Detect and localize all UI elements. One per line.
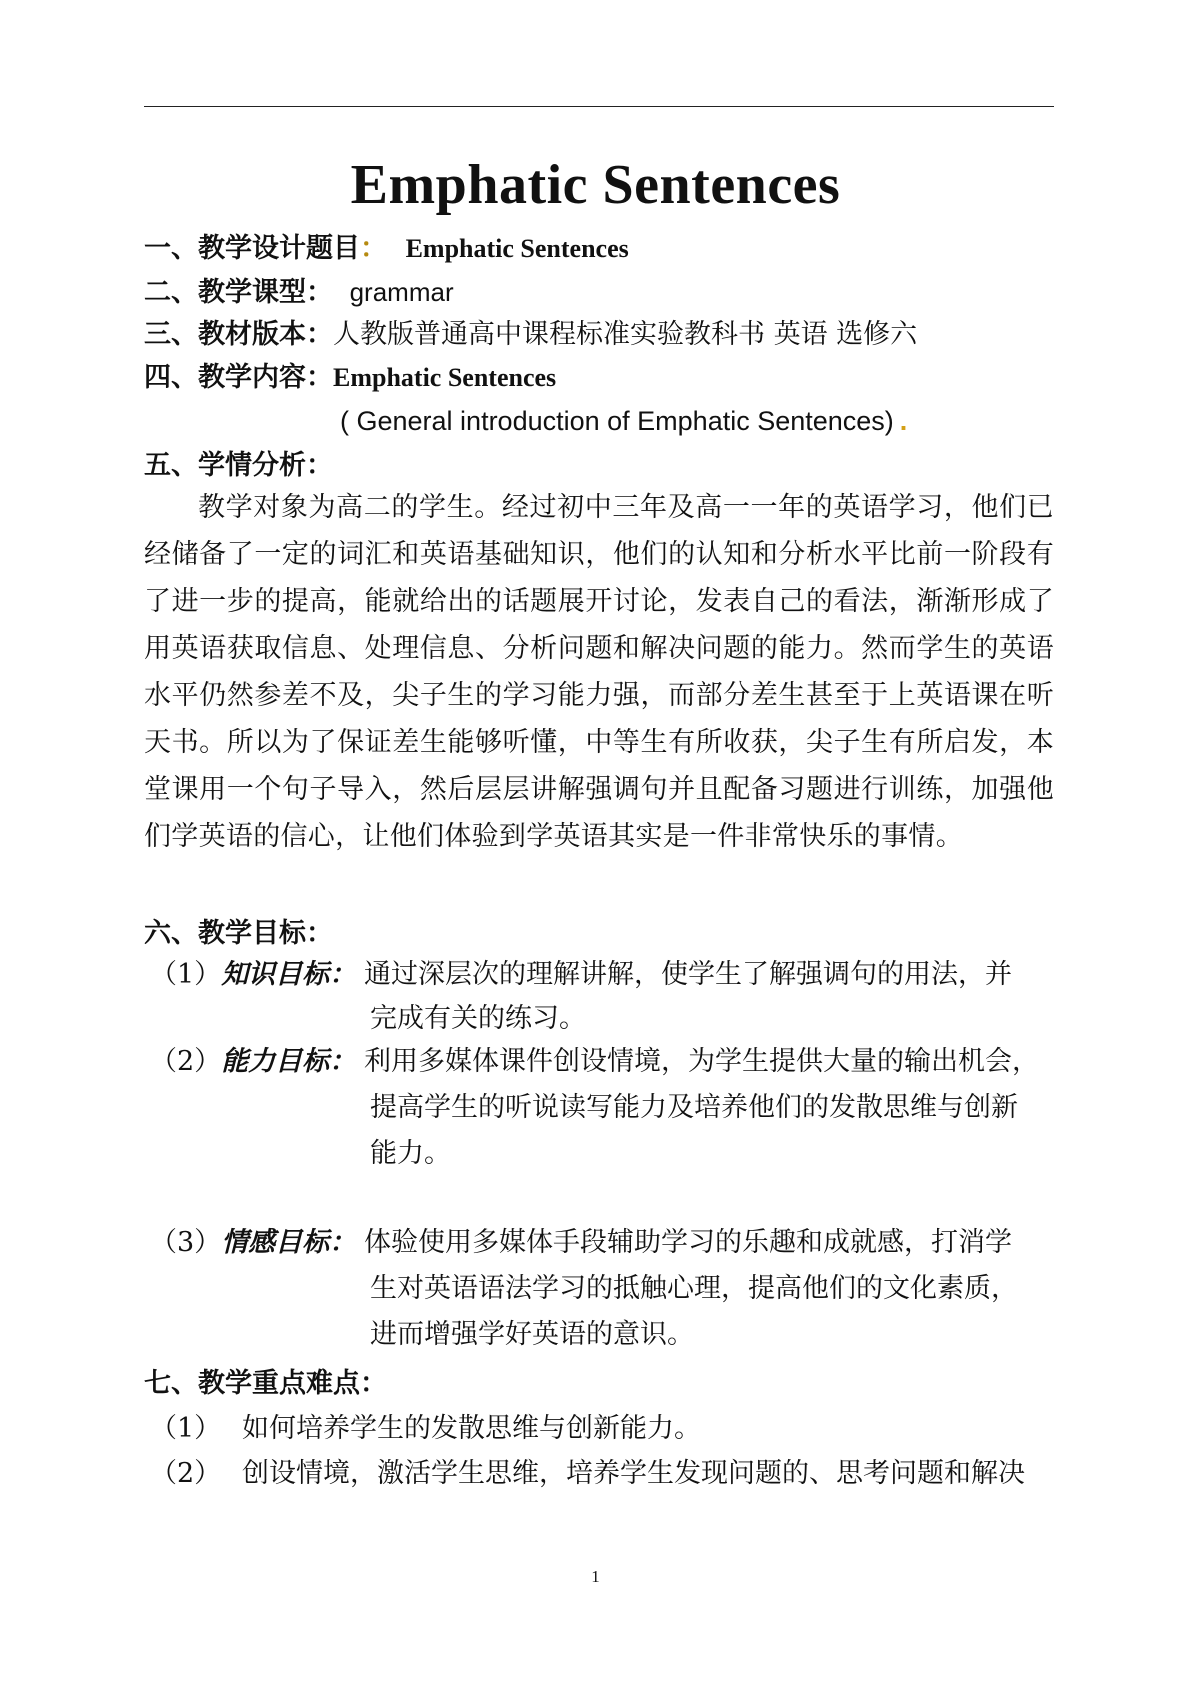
- goal-3-name: 情感目标：: [221, 1227, 357, 1258]
- goal-2-heading: [150, 1043, 356, 1081]
- page-number: 1: [591, 1567, 600, 1586]
- section-3-value: 人教版普通高中课程标准实验教科书 英语 选修六: [333, 319, 918, 350]
- section-3: [144, 316, 917, 354]
- section-5-label: 五、学情分析：: [144, 450, 333, 481]
- key-point-1-text: 如何培养学生的发散思维与创新能力。: [242, 1413, 701, 1444]
- goal-1-num: （1）: [150, 959, 222, 990]
- section-1-value: Emphatic Sentences: [405, 234, 629, 263]
- section-2: [144, 273, 454, 312]
- goal-1-heading: [150, 956, 356, 994]
- document-title: Emphatic Sentences: [350, 154, 841, 216]
- section-2-value: grammar: [349, 277, 454, 307]
- section-5-paragraph: 教学对象为高二的学生。经过初中三年及高一一年的英语学习，他们已经储备了一定的词汇和英语基础知识，他们的认知和分析水平比前一阶段有了进一步的提高，能就给出的话题展开讨论，发表自己的看法，渐渐形成了用英语获取信息、处理信息、分析问题和解决问题的能力。然而学生的英语水平仍然参差不及，尖子生的学习能力强，而部分差生甚至于上英语课在听天书。所以为了保证差生能够听懂，中等生有所收获，尖子生有所启发，本堂课用一个句子导入，然后层层讲解强调句并且配备习题进行训练，加强他们学英语的信心，让他们体验到学英语其实是一件非常快乐的事情。: [144, 492, 1054, 852]
- goal-1-line-1: 通过深层次的理解讲解，使学生了解强调句的用法，并: [364, 959, 1012, 990]
- header-rule: [144, 106, 1054, 107]
- section-4-sub-dot: .: [899, 406, 908, 436]
- section-4-sub-text: ( General introduction of Emphatic Sentences): [340, 406, 894, 436]
- section-7: [144, 1365, 387, 1403]
- goal-3-num: （3）: [150, 1227, 222, 1258]
- section-4-label: 四、教学内容：: [144, 362, 333, 393]
- section-2-label: 二、教学课型：: [144, 277, 333, 308]
- goal-2-name: 能力目标：: [221, 1046, 357, 1077]
- goal-3-heading: [150, 1224, 356, 1262]
- goal-1-name: 知识目标：: [221, 959, 357, 990]
- section-5: [144, 447, 333, 485]
- section-4-sub: [340, 402, 907, 440]
- goal-3-line-3: 进而增强学好英语的意识。: [370, 1319, 694, 1350]
- key-point-1-num: （1）: [150, 1413, 222, 1444]
- key-point-2-text: 创设情境，激活学生思维，培养学生发现问题的、思考问题和解决: [242, 1458, 1025, 1489]
- section-3-label: 三、教材版本：: [144, 319, 333, 350]
- goal-3-line-2: 生对英语语法学习的抵触心理，提高他们的文化素质，: [370, 1273, 1018, 1304]
- goal-1-line-2: 完成有关的练习。: [370, 1003, 586, 1034]
- section-1-label: 一、教学设计题目: [144, 233, 360, 264]
- section-1-colon: ：: [360, 233, 387, 264]
- goal-2-line-1: 利用多媒体课件创设情境，为学生提供大量的输出机会，: [364, 1046, 1039, 1077]
- goal-2-line-2: 提高学生的听说读写能力及培养他们的发散思维与创新: [370, 1092, 1018, 1123]
- section-4: [144, 359, 556, 397]
- section-6: [144, 915, 333, 953]
- goal-2-line-3: 能力。: [370, 1138, 451, 1169]
- section-7-label: 七、教学重点难点：: [144, 1368, 387, 1399]
- key-point-2-num: （2）: [150, 1458, 222, 1489]
- section-4-value: Emphatic Sentences: [333, 363, 557, 392]
- goal-2-num: （2）: [150, 1046, 222, 1077]
- section-6-label: 六、教学目标：: [144, 918, 333, 949]
- goal-3-line-1: 体验使用多媒体手段辅助学习的乐趣和成就感，打消学: [364, 1227, 1012, 1258]
- section-1: [144, 230, 629, 268]
